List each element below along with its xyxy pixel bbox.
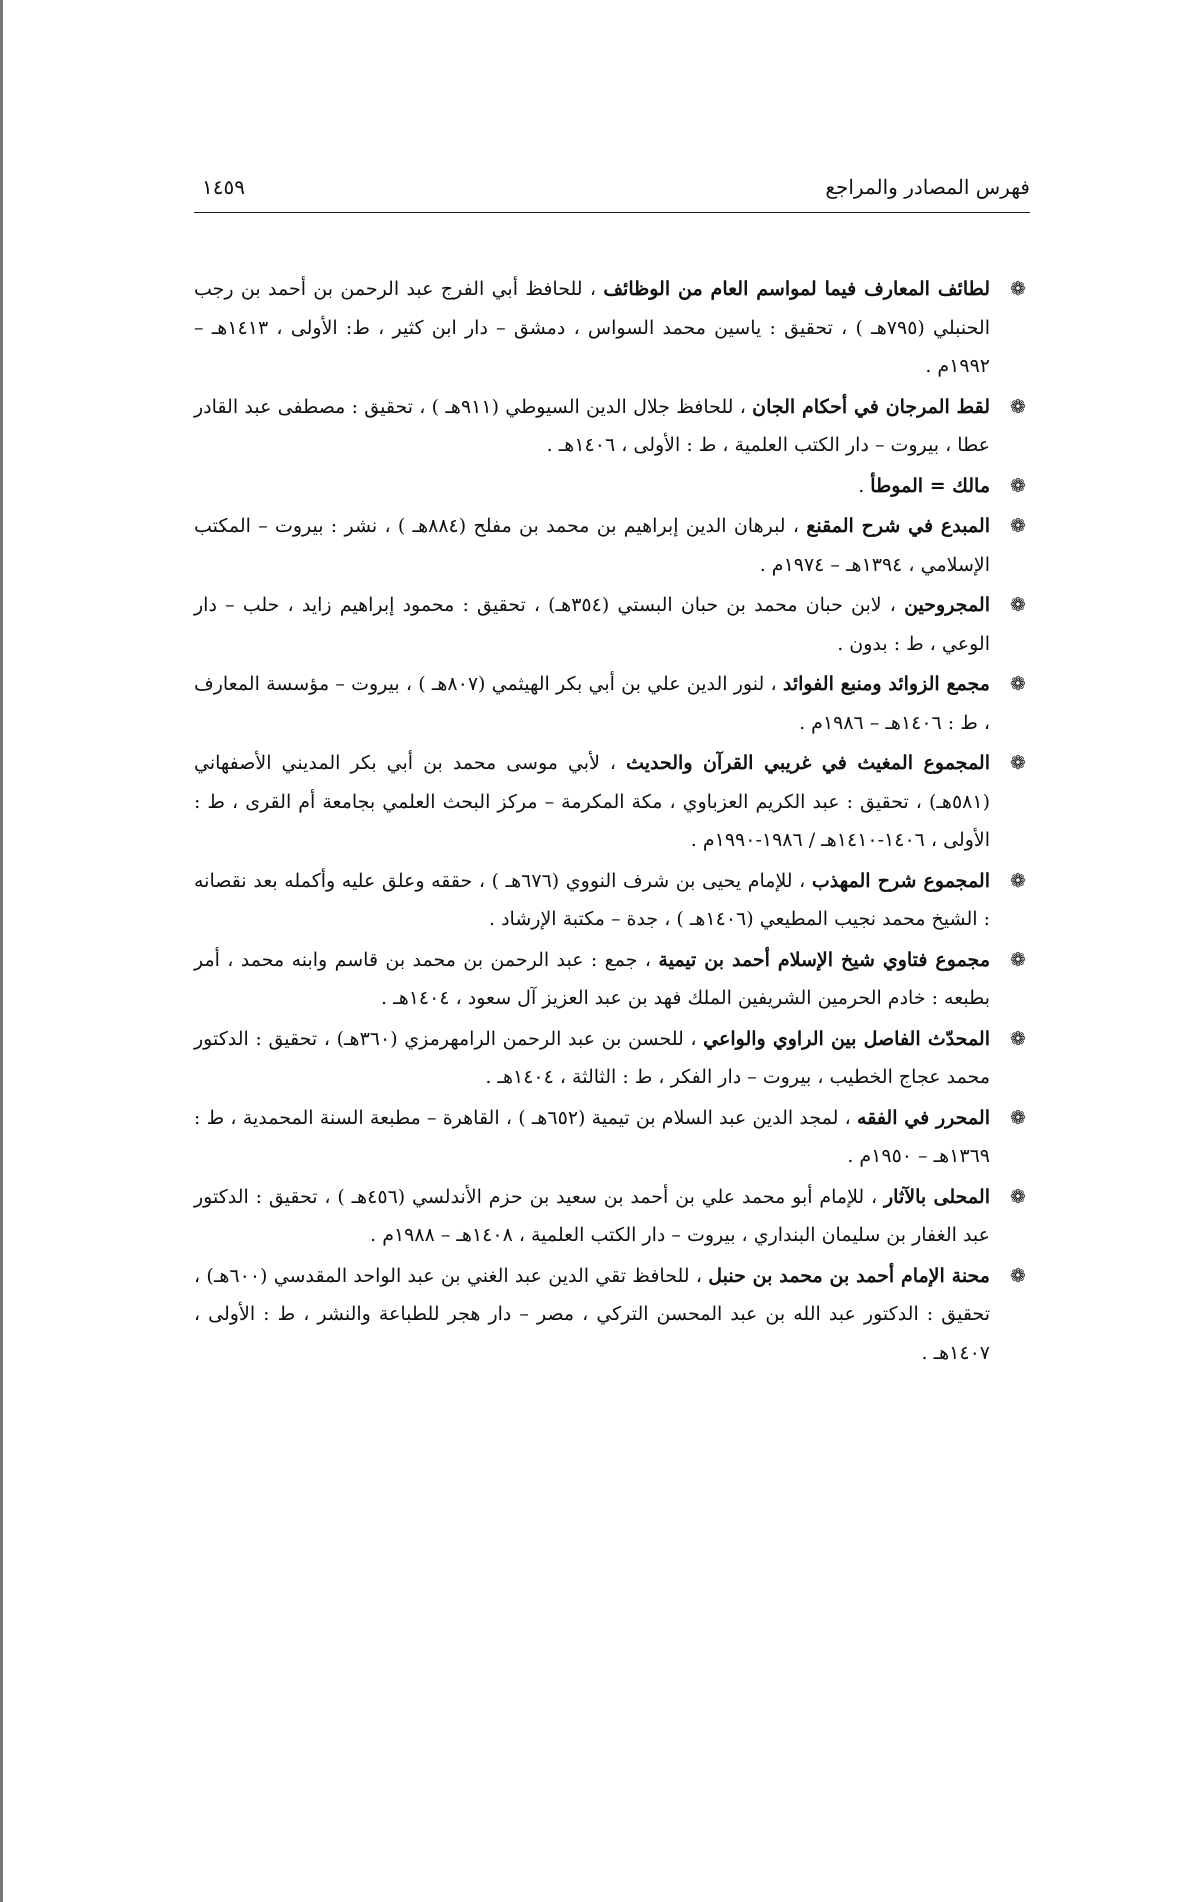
page-header [194, 168, 1030, 212]
entry-text: ، لبرهان الدين إبراهيم بن محمد بن مفلح (٨٨٤هـ ) ، نشر : بيروت – المكتب الإسلامي ، ١٣٩٤هـ – ١٩٧٤م . [194, 515, 990, 576]
entry-text: ، للإمام أبو محمد علي بن أحمد بن سعيد بن حزم الأندلسي (٤٥٦هـ ) ، تحقيق : الدكتور عبد الغفار بن سليمان البنداري ، بيروت – دار الكتب العلمية ، ١٤٠٨هـ – ١٩٨٨م . [194, 1185, 990, 1246]
entry-text: ، للحافظ جلال الدين السيوطي (٩١١هـ ) ، تحقيق : مصطفى عبد القادر عطا ، بيروت – دار الكتب العلمية ، ط : الأولى ، ١٤٠٦هـ . [194, 395, 990, 456]
bibliography-entry [194, 467, 1030, 506]
bibliography-entry [194, 665, 1030, 742]
entry-title: لطائف المعارف فيما لمواسم العام من الوظائف [603, 278, 990, 300]
flower-bullet-icon: ❁ [1010, 752, 1026, 774]
scan-edge-line [0, 0, 3, 1902]
bibliography-entry [194, 388, 1030, 465]
entry-text: ، لأبي موسى محمد بن أبي بكر المديني الأصفهاني (٥٨١هـ) ، تحقيق : عبد الكريم العزباوي ، مكة المكرمة – مركز البحث العلمي بجامعة أم القرى ، ط : الأولى ، ١٤٠٦-١٤١٠هـ / ١٩٨٦-١٩٩٠م . [194, 752, 990, 851]
bibliography-entry [194, 586, 1030, 663]
entry-text: ، لنور الدين علي بن أبي بكر الهيثمي (٨٠٧هـ ) ، بيروت – مؤسسة المعارف ، ط : ١٤٠٦هـ – ١٩٨٦م . [194, 673, 990, 734]
bibliography-entry [194, 270, 1030, 386]
entry-text: ، للحافظ أبي الفرج عبد الرحمن بن أحمد بن رجب الحنبلي (٧٩٥هـ ) ، تحقيق : ياسين محمد السواس ، دمشق – دار ابن كثير ، ط: الأولى ، ١٤١٣هـ – ١٩٩٢م . [194, 278, 990, 377]
bibliography-entry [194, 862, 1030, 939]
flower-bullet-icon: ❁ [1010, 1185, 1026, 1208]
entry-title: المجروحين [904, 594, 990, 616]
header-rule [194, 212, 1030, 213]
entry-title: مجمع الزوائد ومنبع الفوائد [782, 673, 990, 695]
entry-title: لقط المرجان في أحكام الجان [752, 395, 990, 418]
flower-bullet-icon: ❁ [1010, 395, 1026, 418]
entry-title: المجموع المغيث في غريبي القرآن والحديث [626, 752, 991, 774]
entry-title: المحلى بالآثار [883, 1185, 990, 1208]
entry-title: المحرر في الفقه [857, 1106, 990, 1129]
entry-text: ، للإمام يحيى بن شرف النووي (٦٧٦هـ ) ، حققه وعلق عليه وأكمله بعد نقصانه : الشيخ محمد نجيب المطيعي (١٤٠٦هـ ) ، جدة – مكتبة الإرشاد . [194, 869, 990, 930]
entry-title: مجموع فتاوي شيخ الإسلام أحمد بن تيمية [658, 948, 990, 971]
flower-bullet-icon: ❁ [1010, 594, 1026, 616]
bibliography-entry [194, 1099, 1030, 1176]
entry-text: . [858, 474, 871, 497]
bibliography-entry [194, 744, 1030, 860]
page-number: ١٤٥٩ [202, 175, 245, 199]
bibliography-entry [194, 1178, 1030, 1255]
bibliography-list [194, 270, 1030, 1374]
bibliography-entry [194, 507, 1030, 584]
bibliography-entry [194, 1020, 1030, 1097]
flower-bullet-icon: ❁ [1010, 1106, 1026, 1129]
flower-bullet-icon: ❁ [1010, 474, 1026, 497]
entry-title: المحدّث الفاصل بين الراوي والواعي [703, 1027, 990, 1050]
bibliography-entry [194, 1257, 1030, 1373]
entry-text: ، جمع : عبد الرحمن بن محمد بن قاسم وابنه محمد ، أمر بطبعه : خادم الحرمين الشريفين الملك فهد بن عبد العزيز آل سعود ، ١٤٠٤هـ . [194, 948, 990, 1009]
running-title: فهرس المصادر والمراجع [825, 175, 1030, 199]
flower-bullet-icon: ❁ [1010, 673, 1026, 695]
flower-bullet-icon: ❁ [1010, 1264, 1026, 1287]
entry-text: ، للحسن بن عبد الرحمن الرامهرمزي (٣٦٠هـ) ، تحقيق : الدكتور محمد عجاج الخطيب ، بيروت – دار الفكر ، ط : الثالثة ، ١٤٠٤هـ . [194, 1027, 990, 1088]
entry-title: المجموع شرح المهذب [811, 869, 990, 892]
entry-title: مالك = الموطأ [870, 474, 990, 497]
entry-text: ، لمجد الدين عبد السلام بن تيمية (٦٥٢هـ ) ، القاهرة – مطبعة السنة المحمدية ، ط : ١٣٦٩هـ – ١٩٥٠م . [194, 1106, 990, 1167]
flower-bullet-icon: ❁ [1010, 278, 1026, 300]
flower-bullet-icon: ❁ [1010, 948, 1026, 971]
entry-text: ، للحافظ تقي الدين عبد الغني بن عبد الواحد المقدسي (٦٠٠هـ) ، تحقيق : الدكتور عبد الله بن عبد المحسن التركي ، مصر – دار هجر للطباعة والنشر ، ط : الأولى ، ١٤٠٧هـ . [194, 1264, 990, 1364]
flower-bullet-icon: ❁ [1010, 1027, 1026, 1050]
entry-text: ، لابن حبان محمد بن حبان البستي (٣٥٤هـ) ، تحقيق : محمود إبراهيم زايد ، حلب – دار الوعي ، ط : بدون . [194, 594, 990, 655]
entry-title: محنة الإمام أحمد بن محمد بن حنبل [708, 1264, 990, 1287]
flower-bullet-icon: ❁ [1010, 869, 1026, 892]
flower-bullet-icon: ❁ [1010, 515, 1026, 537]
entry-title: المبدع في شرح المقنع [806, 515, 990, 537]
bibliography-entry [194, 941, 1030, 1018]
